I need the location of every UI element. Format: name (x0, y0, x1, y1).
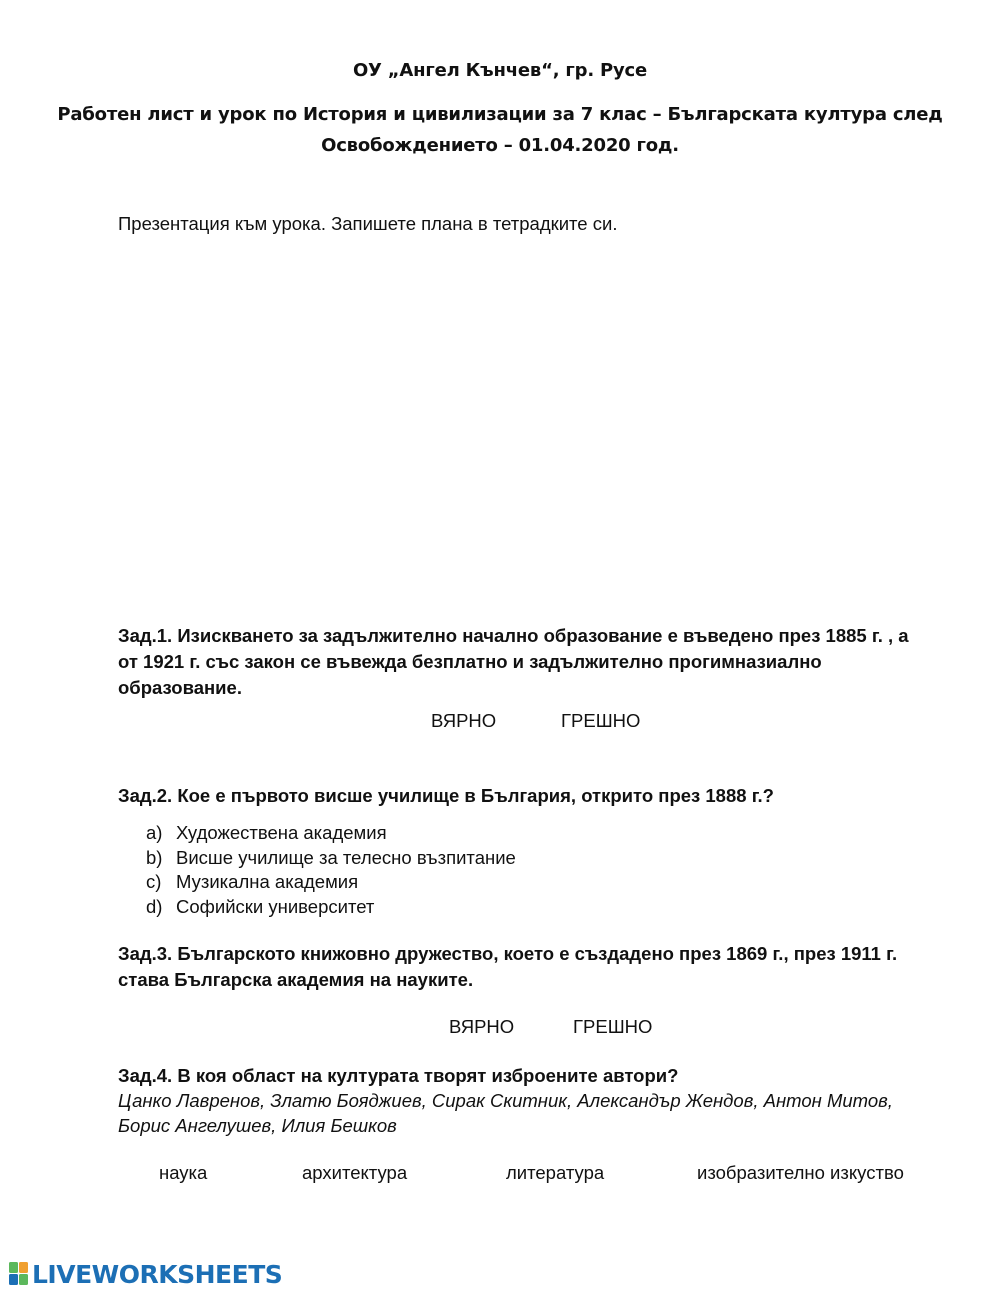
task2-option-c[interactable]: c) Музикална академия (146, 871, 359, 892)
task4-question: Зад.4. В коя област на културата творят изброените автори? (118, 1065, 679, 1086)
intro-text: Презентация към урока. Запишете плана в тетрадките си. (118, 213, 618, 234)
task3-question: Зад.3. Българското книжовно дружество, което е създадено през 1869 г., през 1911 г. става Българска академия на науките. (118, 943, 898, 990)
task1-true-option[interactable]: ВЯРНО (431, 710, 497, 731)
task3-true-option[interactable]: ВЯРНО (449, 1016, 515, 1037)
task1-false-option[interactable]: ГРЕШНО (561, 710, 641, 731)
task2-question: Зад.2. Кое е първото висше училище в България, открито през 1888 г.? (118, 785, 774, 806)
task4-choice-science[interactable]: наука (159, 1162, 208, 1183)
task4-choice-architecture[interactable]: архитектура (302, 1162, 408, 1183)
liveworksheets-icon (9, 1262, 29, 1286)
task3-false-option[interactable]: ГРЕШНО (573, 1016, 653, 1037)
school-name: ОУ „Ангел Кънчев“, гр. Русе (352, 60, 648, 81)
worksheet-title-line2: Освобождението – 01.04.2020 год. (321, 135, 679, 156)
task2-option-b[interactable]: b) Висше училище за телесно възпитание (146, 846, 516, 868)
task4-choice-fine-arts[interactable]: изобразително изкуство (697, 1162, 904, 1183)
liveworksheets-logo (9, 1259, 282, 1289)
brand-name: LIVEWORKSHEETS (32, 1259, 283, 1289)
task4-choice-literature[interactable]: литература (506, 1162, 605, 1183)
worksheet-title-line1: Работен лист и урок по История и цивилизации за 7 клас – Българската култура след (57, 104, 943, 125)
task2-options (146, 821, 516, 919)
task2-option-d[interactable]: d) Софийски университет (146, 895, 375, 917)
task2-option-a[interactable]: a) Художествена академия (146, 822, 387, 843)
task1-question: Зад.1. Изискването за задължително начално образование е въведено през 1885 г. , а от 1921 г. със закон се въвежда безплатно и задължително прогимназиално образование. (118, 625, 909, 698)
task4-authors: Цанко Лавренов, Златю Бояджиев, Сирак Скитник, Александър Жендов, Антон Митов, Борис Ангелушев, Илия Бешков (118, 1090, 893, 1136)
